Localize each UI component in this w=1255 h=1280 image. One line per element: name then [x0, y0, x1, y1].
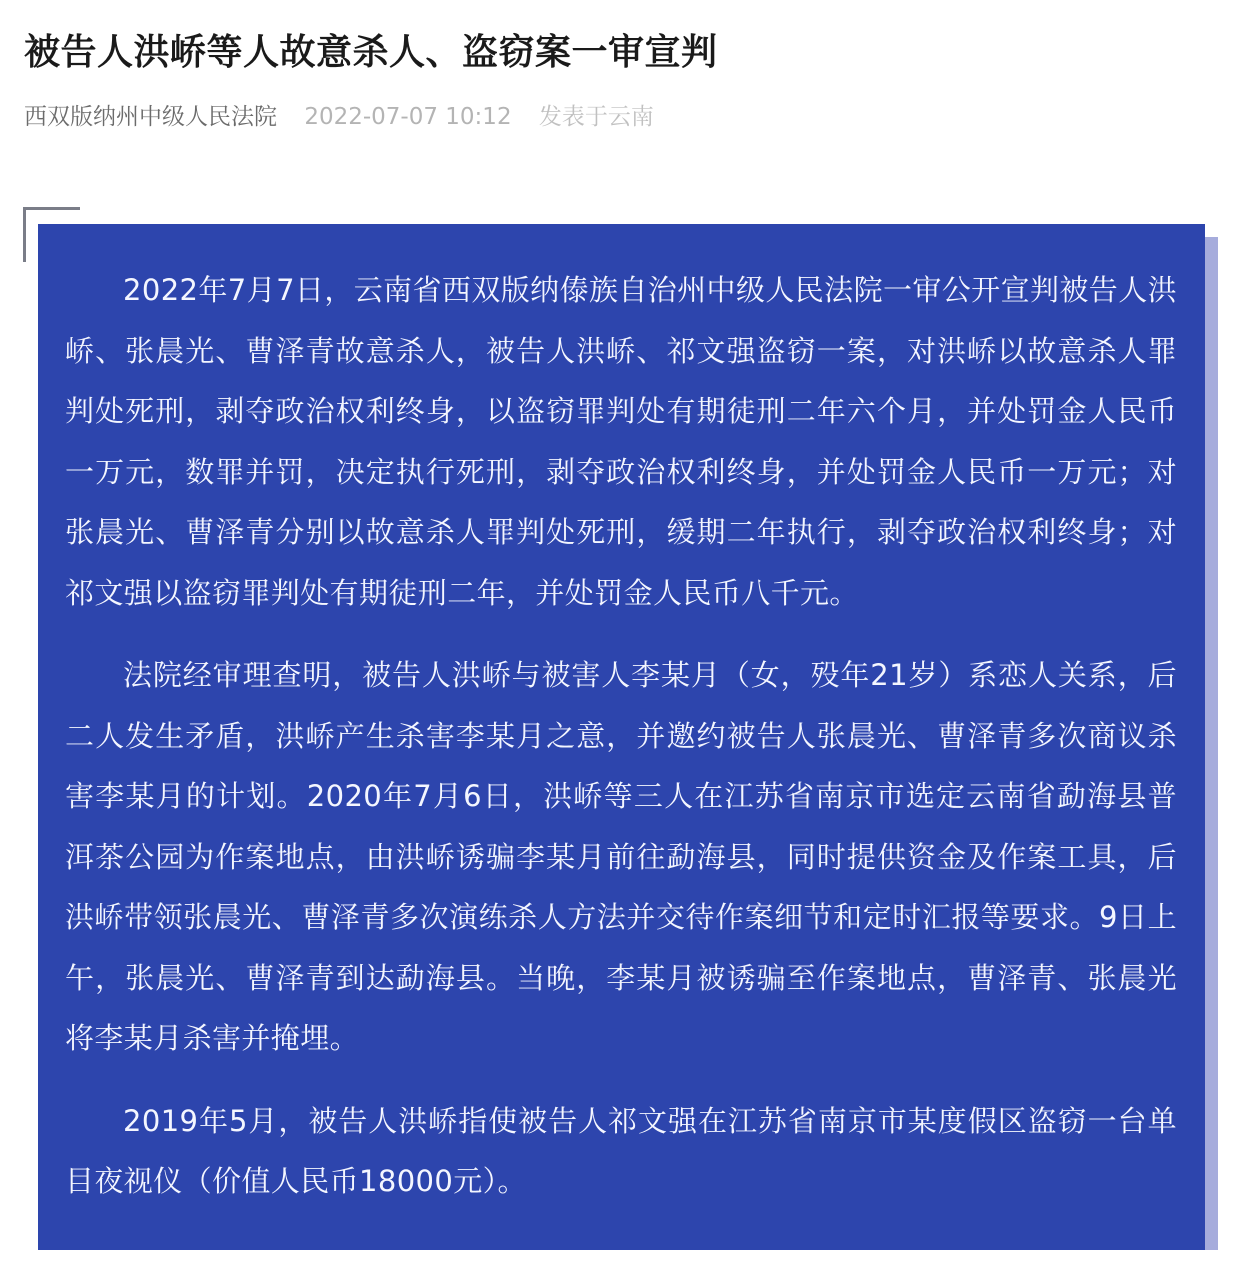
paragraph-verdict: 2022年7月7日，云南省西双版纳傣族自治州中级人民法院一审公开宣判被告人洪峤、张晨光、曹泽青故意杀人，被告人洪峤、祁文强盗窃一案，对洪峤以故意杀人罪判处死刑，剥夺政治权利终身，以盗窃罪判处有期徒刑二年六个月，并处罚金人民币一万元，数罪并罚，决定执行死刑，剥夺政治权利终身，并处罚金人民币一万元；对张晨光、曹泽青分别以故意杀人罪判处死刑，缓期二年执行，剥夺政治权利终身；对祁文强以盗窃罪判处有期徒刑二年，并处罚金人民币八千元。 [65, 273, 1177, 610]
paragraph-facts-theft: 2019年5月，被告人洪峤指使被告人祁文强在江苏省南京市某度假区盗窃一台单目夜视仪（价值人民币18000元）。 [65, 1103, 1177, 1198]
article-title: 被告人洪峤等人故意杀人、盗窃案一审宣判 [24, 32, 718, 73]
verdict-card [38, 224, 1205, 1250]
author-name[interactable]: 西双版纳州中级人民法院 [24, 104, 277, 130]
publish-location: 发表于云南 [538, 104, 654, 130]
paragraph-facts-homicide: 法院经审理查明，被告人洪峤与被害人李某月（女，殁年21岁）系恋人关系，后二人发生矛盾，洪峤产生杀害李某月之意，并邀约被告人张晨光、曹泽青多次商议杀害李某月的计划。2020年7月6日，洪峤等三人在江苏省南京市选定云南省勐海县普洱茶公园为作案地点，由洪峤诱骗李某月前往勐海县，同时提供资金及作案工具，后洪峤带领张晨光、曹泽青多次演练杀人方法并交待作案细节和定时汇报等要求。9日上午，张晨光、曹泽青到达勐海县。当晚，李某月被诱骗至作案地点，曹泽青、张晨光将李某月杀害并掩埋。 [65, 658, 1177, 1055]
article-meta [24, 98, 654, 131]
publish-date: 2022-07-07 10:12 [304, 104, 512, 130]
